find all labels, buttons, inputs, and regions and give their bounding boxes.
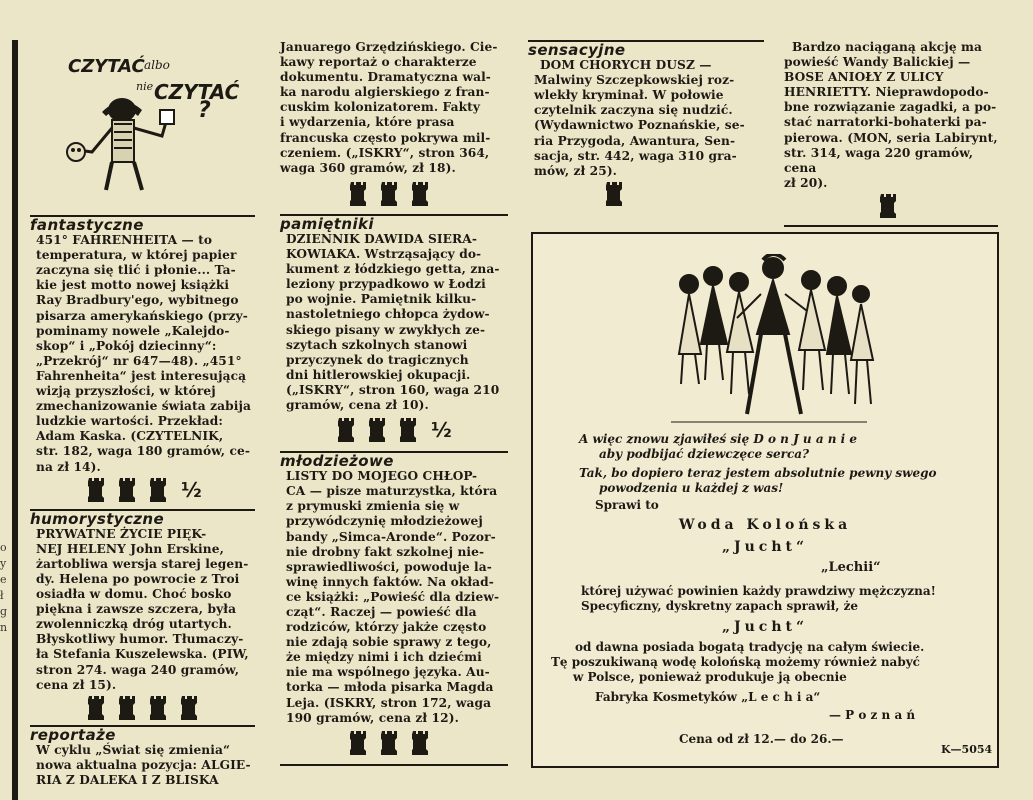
article-dziennik: DZIENNIK DAWIDA SIERA- KOWIAKA. Wstrząsający do- kument z łódzkiego getta, zna- leziony przypadkowo w Łodzi po wojnie. Pamiętnik kilku- nastoletniego chłopca żydow- skiego pisany w zwykłych ze- szytach szkolnych stanowi przyczynek do tragicznych dni hitlerowskiej okupacji. („ISKRY“, stron 160, waga 210 gramów, cena zł 10). — [286, 231, 500, 412]
rating-bose-anioly — [784, 191, 1004, 221]
column-1 — [30, 215, 255, 788]
ad-product: Woda Kolońska — [678, 517, 852, 533]
ad-line-1: której używać powinien każdy prawdziwy mężczyzna! — [581, 584, 936, 598]
left-vertical-rule — [12, 40, 18, 800]
rook-icon — [381, 731, 398, 755]
section-heading-mlodziezowe: młodzieżowe — [280, 451, 508, 469]
article-algieria: W cyklu „Świat się zmienia“ nowa aktualna pozycja: ALGIE- RIA Z DALEKA I Z BLISKA — [36, 742, 251, 787]
section-heading-fantastyczne: fantastyczne — [30, 215, 255, 233]
ad-code: K—5054 — [941, 743, 993, 756]
article-bose-anioly: Bardzo naciąganą akcję ma powieść Wandy Balickiej — BOSE ANIOŁY Z ULICY HENRIETTY. Nieprawdopodo- bne rozwiązanie zagadki, a po- stać narratorki-bohaterki pa- pierowa. (MON, seria Labirynt, str. 314, waga 220 gramów, cena zł 20). — [784, 40, 998, 190]
section-heading-humorystyczne: humorystyczne — [30, 509, 255, 527]
rating-reportaze — [280, 176, 508, 212]
ad-brand-jucht-2: „Jucht“ — [721, 619, 809, 635]
rook-icon — [369, 418, 386, 442]
ad-line-5: w Polsce, ponieważ produkuje ją obecnie — [573, 670, 847, 684]
advertisement-jucht — [531, 232, 999, 768]
rook-icon — [412, 731, 429, 755]
article-algieria-cont: Januarego Grzędzińskiego. Cie- kawy reportaż o charakterze dokumentu. Dramatyczna wal- ka narodu algierskiego z fran- cuskim kolonizatorem. Fakty i wydarzenia, które prasa francuska często pokrywa mil- czeniem. („ISKRY“, stron 364, waga 360 gramów, zł 18). — [280, 40, 498, 175]
rating-half: ½ — [431, 418, 452, 443]
rook-icon — [181, 696, 198, 720]
margin-text-fragment: o y e ł g n — [0, 541, 8, 634]
article-dom-chorych-dusz: DOM CHORYCH DUSZ — Malwiny Szczepkowskiej roz- wlekły kryminał. W połowie czytelnik zaczyna się nudzić. (Wydawnictwo Poznańskie, se- ria Przygoda, Awantura, Sen- sacja, str. 442, waga 310 gra- mów, zł 25). — [534, 58, 745, 178]
rook-icon — [88, 696, 105, 720]
article-helena: PRYWATNE ŻYCIE PIĘK- NEJ HELENY John Erskine, żartobliwa wersja starej legen- dy. Helena po powrocie z Troi osiadła w domu. Choć bosko piękna i zawsze szczera, była zwolenniczką dróg utartych. Błyskotliwy humor. Tłumaczy- ła Stefania Kuszelewska. (PIW, stron 274. waga 240 gramów, cena zł 15). — [36, 526, 249, 692]
ad-dialog-answer: Tak, bo dopiero teraz jestem absolutnie pewny swego powodzenia u każdej z was! — [579, 466, 937, 495]
column-2-bottom-rule — [280, 764, 508, 766]
rating-sensacyjne — [528, 179, 764, 209]
rook-icon — [150, 478, 167, 502]
ad-line-2: Specyficzny, dyskretny zapach sprawił, że — [581, 599, 859, 613]
rook-icon — [350, 731, 367, 755]
ad-sprawi: Sprawi to — [595, 498, 659, 512]
ad-factory: Fabryka Kosmetyków „L e c h i a“ — [595, 690, 821, 704]
rook-icon — [606, 182, 623, 206]
rating-half: ½ — [181, 477, 202, 502]
rook-icon — [88, 478, 105, 502]
section-heading-sensacyjne: sensacyjne — [528, 40, 764, 58]
ad-brand-lechii: „Lechii“ — [821, 560, 881, 575]
reader-illustration — [62, 92, 212, 192]
rating-pamietniki — [280, 413, 508, 447]
rook-icon — [412, 182, 429, 206]
column-4-bottom-rule — [784, 225, 998, 227]
rook-icon — [350, 182, 367, 206]
rook-icon — [119, 696, 136, 720]
rating-fantastyczne — [30, 475, 255, 505]
don-juan-illustration — [661, 254, 877, 434]
ad-dialog-question: A więc znowu zjawiłeś się D o n J u a n i e aby podbijać dziewczęce serca? — [579, 432, 858, 461]
ad-city: — P o z n a ń — [829, 708, 916, 722]
column-4 — [784, 40, 1004, 227]
rating-humorystyczne — [30, 693, 255, 723]
section-heading-pamietniki: pamiętniki — [280, 214, 508, 232]
logo-czytac: CZYTAĆ albo nie CZYTAĆ ? — [62, 40, 262, 190]
rating-mlodziezowe — [280, 726, 508, 760]
rook-icon — [400, 418, 417, 442]
ad-line-3: od dawna posiada bogatą tradycję na całym świecie. — [575, 640, 925, 654]
article-listy: LISTY DO MOJEGO CHŁOP- CA — pisze maturzystka, która z prymuski zmienia się w przywódczynię młodzieżowej bandy „Simca-Aronde“. Pozor- nie drobny fakt szkolnej nie- sprawiedliwości, powoduje la- winę innych faktów. Na okład- ce książki: „Powieść dla dziew- cząt“. Raczej — powieść dla rodziców, którzy jakże często nie zdają sobie sprawy z tego, że między nimi i ich dziećmi nie ma wspólnego języka. Au- torka — młoda pisarka Magda Leja. (ISKRY, stron 172, waga 190 gramów, cena zł 12). — [286, 469, 500, 725]
article-fahrenheit: 451° FAHRENHEITA — to temperatura, w której papier zaczyna się tlić i płonie... Ta- kie jest motto nowej książki Ray Bradbury'ego, wybitnego pisarza amerykańskiego (przy- pominamy nowele „Kalejdo- skop“ i „Pokój dziecinny“: „Przekrój“ nr 647—48). „451° Fahrenheita“ jest interesującą wizją przyszłości, w której zmechanizowanie świata zabija ludzkie wartości. Przekład: Adam Kaska. (CZYTELNIK, str. 182, waga 180 gramów, ce- na zł 14). — [36, 233, 251, 474]
rook-icon — [150, 696, 167, 720]
column-2 — [280, 40, 508, 766]
ad-brand-jucht: „Jucht“ — [721, 539, 809, 555]
rook-icon — [338, 418, 355, 442]
rook-icon — [119, 478, 136, 502]
ad-price: Cena od zł 12.— do 26.— — [679, 732, 844, 746]
column-3 — [528, 40, 764, 209]
rook-icon — [381, 182, 398, 206]
ad-line-4: Tę poszukiwaną wodę kolońską możemy również nabyć — [551, 655, 920, 669]
section-heading-reportaze: reportaże — [30, 725, 255, 743]
rook-icon — [880, 194, 897, 218]
